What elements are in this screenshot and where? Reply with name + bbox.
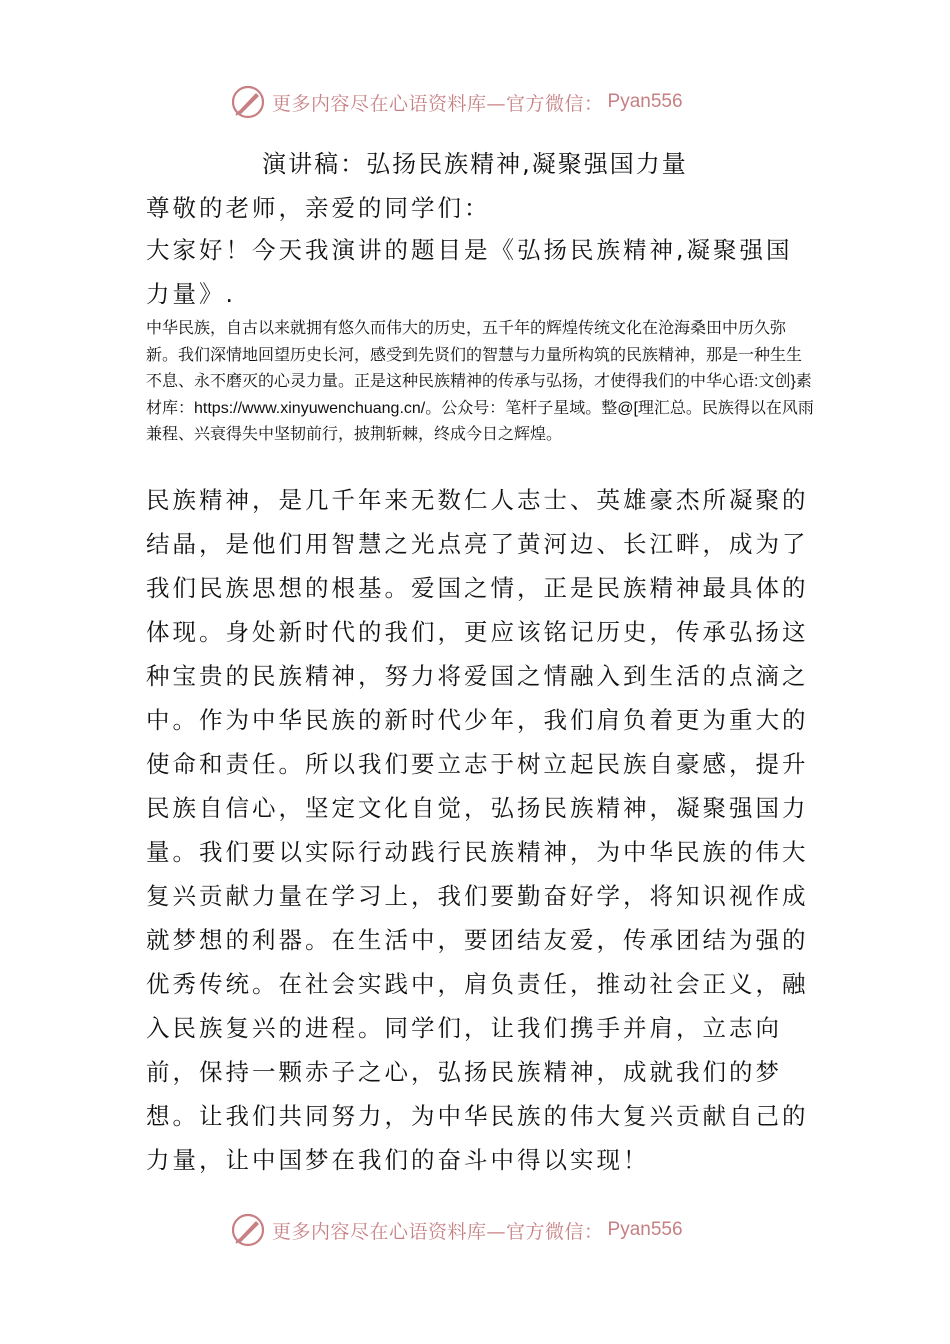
watermark-text: 更多内容尽在心语资料库—官方微信： <box>272 92 604 115</box>
document-title: 演讲稿：弘扬民族精神,凝聚强国力量 <box>262 150 688 178</box>
main-paragraph: 民族精神，是几千年来无数仁人志士、英雄豪杰所凝聚的结晶，是他们用智慧之光点亮了黄河边、长江畔，成为了我们民族思想的根基。爱国之情，正是民族精神最具体的体现。身处新时代的我们，更应该铭记历史，传承弘扬这种宝贵的民族精神，努力将爱国之情融入到生活的点滴之中。作为中华民族的新时代少年，我们肩负着更为重大的使命和责任。所以我们要立志于树立起民族自豪感，提升民族自信心，坚定文化自觉，弘扬民族精神，凝聚强国力量。我们要以实际行动践行民族精神，为中华民族的伟大复兴贡献力量在学习上，我们要勤奋好学，将知识视作成就梦想的利器。在生活中，要团结友爱，传承团结为强的优秀传统。在社会实践中，肩负责任，推动社会正义，融入民族复兴的进程。同学们，让我们携手并肩，立志向前，保持一颗赤子之心，弘扬民族精神，成就我们的梦想。让我们共同努力，为中华民族的伟大复兴贡献自己的力量，让中国梦在我们的奋斗中得以实现！ <box>146 486 809 1174</box>
quill-logo-icon <box>230 84 266 120</box>
intro-paragraph: 大家好！今天我演讲的题目是《弘扬民族精神,凝聚强国力量》. <box>146 236 793 308</box>
watermark-banner-top <box>230 82 750 122</box>
small-print-paragraph: 中华民族，自古以来就拥有悠久而伟大的历史，五千年的辉煌传统文化在沧海桑田中历久弥新。我们深情地回望历史长河，感受到先贤们的智慧与力量所构筑的民族精神，那是一种生生不息、永不磨灭的心灵力量。正是这种民族精神的传承与弘扬，才使得我们的中华心语:文创}素材库：https://www.xinyuwenchuang.cn/。公众号：笔杆子星域。整@[理汇总。民族得以在风雨兼程、兴衰得失中坚韧前行，披荆斩棘，终成今日之辉煌。 <box>146 320 814 443</box>
greeting: 尊敬的老师，亲爱的同学们： <box>146 194 491 222</box>
watermark-text: 更多内容尽在心语资料库—官方微信： <box>272 1220 604 1243</box>
watermark-wechat-id: Pyan556 <box>607 1219 683 1240</box>
quill-logo-icon <box>230 1212 266 1248</box>
watermark-banner-bottom <box>230 1210 750 1250</box>
watermark-wechat-id: Pyan556 <box>607 91 683 112</box>
